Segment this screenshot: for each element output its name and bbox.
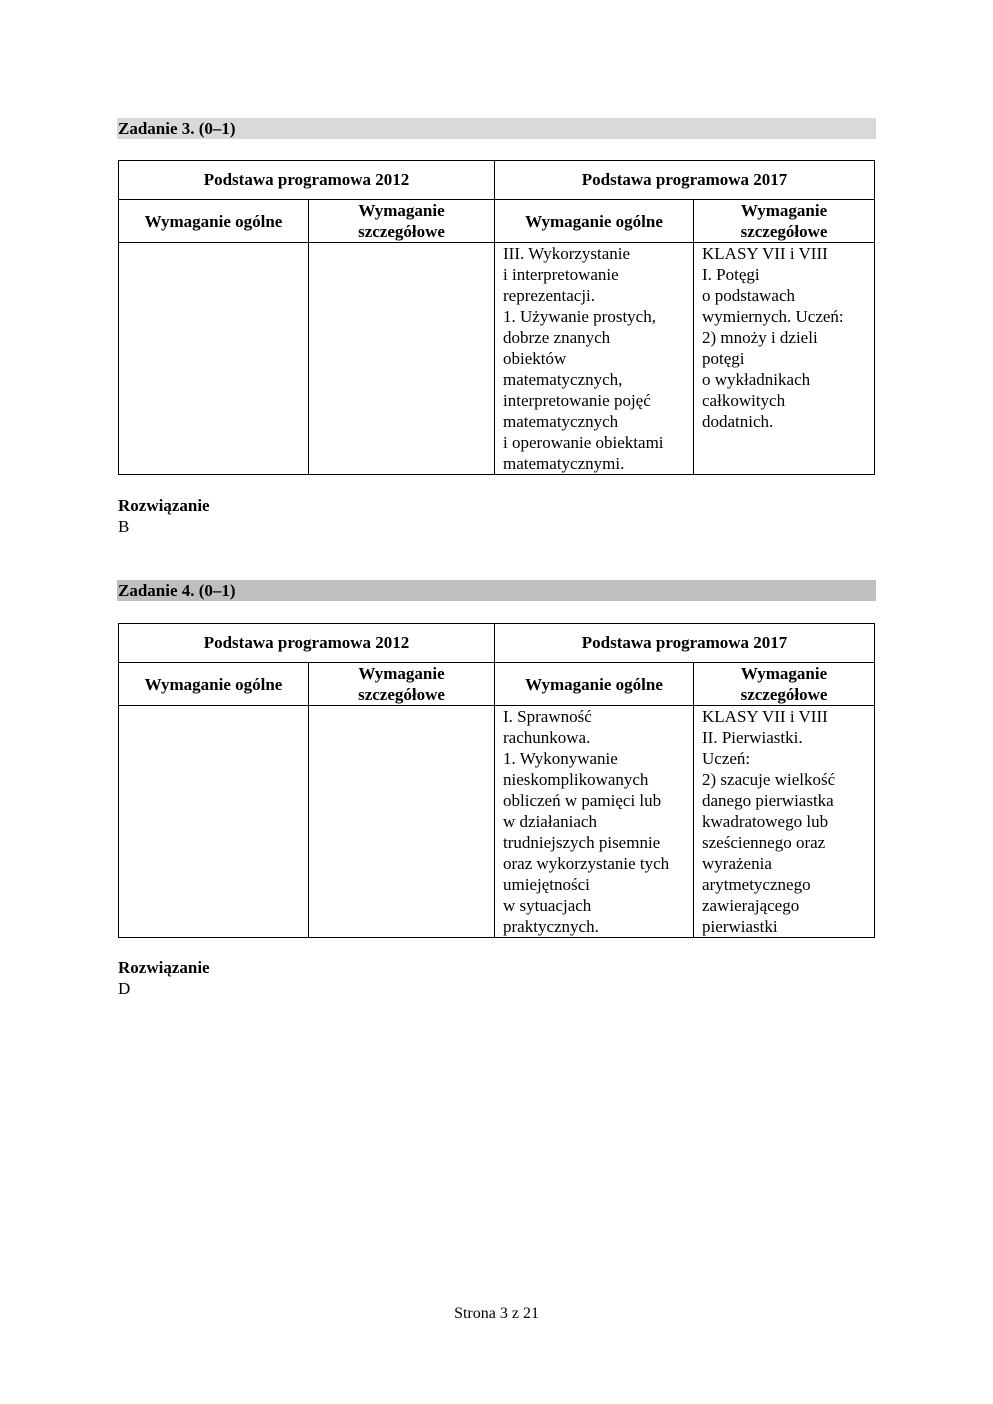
col-detailed-2017 xyxy=(694,200,875,243)
text-line: i interpretowanie xyxy=(503,265,619,284)
task-4-solution-value: D xyxy=(118,979,131,998)
text-line: obliczeń w pamięci lub xyxy=(503,791,662,810)
text-line: matematycznych xyxy=(503,412,619,431)
text-line: 1. Używanie prostych, xyxy=(503,307,656,326)
header-2017: Podstawa programowa 2017 xyxy=(495,161,875,200)
text-line: szczegółowe xyxy=(358,685,445,704)
text-line: KLASY VII i VIII xyxy=(702,707,828,726)
col-detailed-2012 xyxy=(309,663,495,706)
col-general-2012: Wymaganie ogólne xyxy=(119,663,309,706)
col-general-2012: Wymaganie ogólne xyxy=(119,200,309,243)
text-line: szczegółowe xyxy=(740,222,828,241)
text-line: i operowanie obiektami xyxy=(503,433,664,452)
col-detailed-2012 xyxy=(309,200,495,243)
text-line: szczegółowe xyxy=(740,685,828,704)
text-line: o wykładnikach xyxy=(702,370,811,389)
text-line: kwadratowego lub xyxy=(702,812,829,831)
general-2017-cell xyxy=(495,706,694,938)
task-3-requirements-table xyxy=(118,160,875,475)
text-line: praktycznych. xyxy=(503,917,599,936)
text-line: szczegółowe xyxy=(358,222,445,241)
task-3-solution-label: Rozwiązanie xyxy=(118,496,210,515)
text-line: dobrze znanych xyxy=(503,328,611,347)
text-line: wyrażenia xyxy=(702,854,772,873)
text-line: rachunkowa. xyxy=(503,728,591,747)
text-line: w sytuacjach xyxy=(503,896,592,915)
page-number: Strona 3 z 21 xyxy=(454,1305,539,1322)
text-line: wymiernych. Uczeń: xyxy=(702,307,844,326)
col-general-2017: Wymaganie ogólne xyxy=(495,200,694,243)
text-line: III. Wykorzystanie xyxy=(503,244,631,263)
detailed-2012-cell xyxy=(309,706,495,938)
general-2012-cell xyxy=(119,706,309,938)
text-line: pierwiastki xyxy=(702,917,778,936)
text-line: interpretowanie pojęć xyxy=(503,391,651,410)
text-line: całkowitych xyxy=(702,391,786,410)
task-4-solution-label: Rozwiązanie xyxy=(118,958,210,977)
text-line: II. Pierwiastki. xyxy=(702,728,803,747)
text-line: umiejętności xyxy=(503,875,590,894)
text-line: zawierającego xyxy=(702,896,800,915)
task-3-solution-value: B xyxy=(118,517,130,536)
text-line: 1. Wykonywanie xyxy=(503,749,618,768)
text-line: oraz wykorzystanie tych xyxy=(503,854,670,873)
text-line: Wymaganie xyxy=(740,664,828,683)
text-line: dodatnich. xyxy=(702,412,774,431)
text-line: Wymaganie xyxy=(740,201,828,220)
general-2017-cell xyxy=(495,243,694,475)
text-line: arytmetycznego xyxy=(702,875,811,894)
text-line: I. Potęgi xyxy=(702,265,760,284)
text-line: Wymaganie xyxy=(358,201,445,220)
text-line: matematycznymi. xyxy=(503,454,625,473)
text-line: w działaniach xyxy=(503,812,597,831)
header-2017: Podstawa programowa 2017 xyxy=(495,624,875,663)
detailed-2017-cell xyxy=(694,243,875,475)
task-3-title: Zadanie 3. (0–1) xyxy=(117,118,876,139)
detailed-2012-cell xyxy=(309,243,495,475)
text-line: KLASY VII i VIII xyxy=(702,244,828,263)
text-line: obiektów xyxy=(503,349,567,368)
text-line: reprezentacji. xyxy=(503,286,596,305)
text-line: matematycznych, xyxy=(503,370,623,389)
general-2012-cell xyxy=(119,243,309,475)
detailed-2017-cell xyxy=(694,706,875,938)
text-line: I. Sprawność xyxy=(503,707,592,726)
col-detailed-2017 xyxy=(694,663,875,706)
col-general-2017: Wymaganie ogólne xyxy=(495,663,694,706)
text-line: 2) mnoży i dzieli xyxy=(702,328,818,347)
text-line: potęgi xyxy=(702,349,745,368)
task-4-title: Zadanie 4. (0–1) xyxy=(117,580,876,601)
header-2012: Podstawa programowa 2012 xyxy=(119,161,495,200)
text-line: o podstawach xyxy=(702,286,796,305)
text-line: sześciennego oraz xyxy=(702,833,826,852)
task-4-requirements-table xyxy=(118,623,875,938)
text-line: danego pierwiastka xyxy=(702,791,834,810)
text-line: nieskomplikowanych xyxy=(503,770,649,789)
header-2012: Podstawa programowa 2012 xyxy=(119,624,495,663)
text-line: Wymaganie xyxy=(358,664,445,683)
text-line: Uczeń: xyxy=(702,749,751,768)
text-line: trudniejszych pisemnie xyxy=(503,833,661,852)
text-line: 2) szacuje wielkość xyxy=(702,770,836,789)
